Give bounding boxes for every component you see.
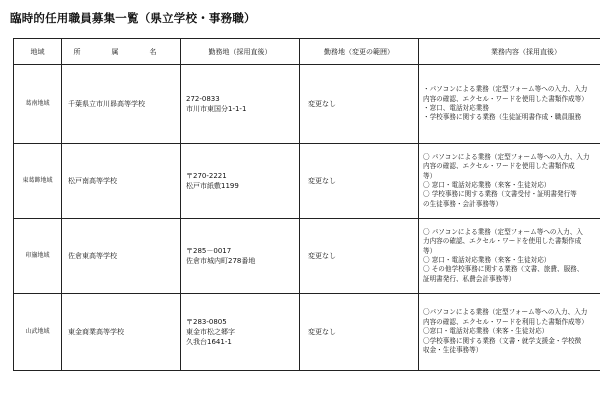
duty-line: 〇 窓口・電話対応業務（来客・生徒対応） bbox=[423, 256, 551, 264]
address: 松戸市紙敷1199 bbox=[186, 182, 239, 190]
duty-line: 〇パソコンによる業務（定型フォーム等への入力、入力 bbox=[423, 308, 588, 317]
duty-line: 〇窓口・電話対応業務（来客・生徒対応） bbox=[423, 327, 549, 336]
duty-line: ・窓口、電話対応業務 bbox=[423, 104, 489, 112]
postal-code: 272-0833 bbox=[186, 95, 220, 103]
header-region: 地域 bbox=[14, 39, 62, 65]
location-cell bbox=[181, 294, 300, 371]
header-duties: 業務内容（採用直後） bbox=[419, 39, 600, 65]
duty-line: 〇 パソコンによる業務（定型フォーム等への入力、入力 bbox=[423, 152, 590, 161]
table-row bbox=[14, 65, 600, 144]
duty-line: 〇 パソコンによる業務（定型フォーム等への入力、入 bbox=[423, 227, 583, 236]
location-cell bbox=[181, 219, 300, 294]
region-cell: 東葛飾地域 bbox=[14, 144, 62, 219]
region-cell: 葛南地域 bbox=[14, 65, 62, 144]
table-row bbox=[14, 294, 600, 371]
table-row bbox=[14, 144, 600, 219]
school-cell: 松戸南高等学校 bbox=[62, 144, 181, 219]
table-row bbox=[14, 219, 600, 294]
postal-code: 〒283-0805 bbox=[186, 318, 227, 326]
postal-code: 〒270-2221 bbox=[186, 172, 227, 180]
school-cell: 千葉県立市川昴高等学校 bbox=[62, 65, 181, 144]
duty-line: 証明書発行、私費会計事務等） bbox=[423, 274, 516, 283]
duties-cell bbox=[419, 144, 600, 219]
school-cell: 東金商業高等学校 bbox=[62, 294, 181, 371]
duty-line: の生徒事務・会計事務等） bbox=[423, 199, 503, 208]
duty-line: 〇 学校事務に関する業務（文書受付・証明書発行等 bbox=[423, 190, 577, 199]
address: 東金市松之郷字 bbox=[186, 328, 235, 336]
duty-line: 内容の確認、エクセル・ワードを利用した書類作成等） bbox=[423, 317, 588, 326]
header-school: 所 属 名 bbox=[62, 39, 181, 65]
duty-line: ・学校事務に関する業務（生徒証明書作成・職員服務 bbox=[423, 113, 582, 122]
duty-line: 内容の確認、エクセル・ワードを使用した書類作成 bbox=[423, 162, 575, 171]
change-cell: 変更なし bbox=[300, 219, 419, 294]
job-listing-table bbox=[13, 38, 600, 371]
duty-line: 等） bbox=[423, 171, 437, 180]
change-cell: 変更なし bbox=[300, 144, 419, 219]
duties-cell bbox=[419, 219, 600, 294]
duty-line: 収金・生徒事務等） bbox=[423, 346, 483, 355]
location-cell bbox=[181, 65, 300, 144]
duty-line: 〇 その他学校事務に関する業務（文書、旅費、服務、 bbox=[423, 265, 584, 274]
duty-line: 〇 窓口・電話対応業務（来客・生徒対応） bbox=[423, 181, 551, 189]
duties-cell bbox=[419, 65, 600, 144]
postal-code: 〒285－0017 bbox=[186, 247, 232, 255]
header-location: 勤務地（採用直後） bbox=[181, 39, 300, 65]
duty-line: 内容の確認、エクセル・ワードを使用した書類作成等） bbox=[423, 94, 588, 103]
duty-line: 〇学校事務に関する業務（文書・就学支援金・学校徴 bbox=[423, 336, 582, 345]
duty-line: ・パソコンによる業務（定型フォーム等への入力、入力 bbox=[423, 85, 588, 94]
address: 市川市東国分1-1-1 bbox=[186, 105, 247, 113]
table-header-row bbox=[14, 39, 600, 65]
duty-line: 等） bbox=[423, 246, 437, 255]
school-cell: 佐倉東高等学校 bbox=[62, 219, 181, 294]
duties-cell bbox=[419, 294, 600, 371]
address-line-2: 久我台1641-1 bbox=[186, 338, 232, 346]
region-cell: 山武地域 bbox=[14, 294, 62, 371]
address: 佐倉市城内町278番地 bbox=[186, 257, 256, 265]
change-cell: 変更なし bbox=[300, 65, 419, 144]
duty-line: 力内容の確認、エクセル・ワードを使用した書類作成 bbox=[423, 237, 582, 246]
change-cell: 変更なし bbox=[300, 294, 419, 371]
page-title: 臨時的任用職員募集一覧（県立学校・事務職） bbox=[10, 11, 256, 25]
location-cell bbox=[181, 144, 300, 219]
header-change: 勤務地（変更の範囲） bbox=[300, 39, 419, 65]
region-cell: 印旛地域 bbox=[14, 219, 62, 294]
